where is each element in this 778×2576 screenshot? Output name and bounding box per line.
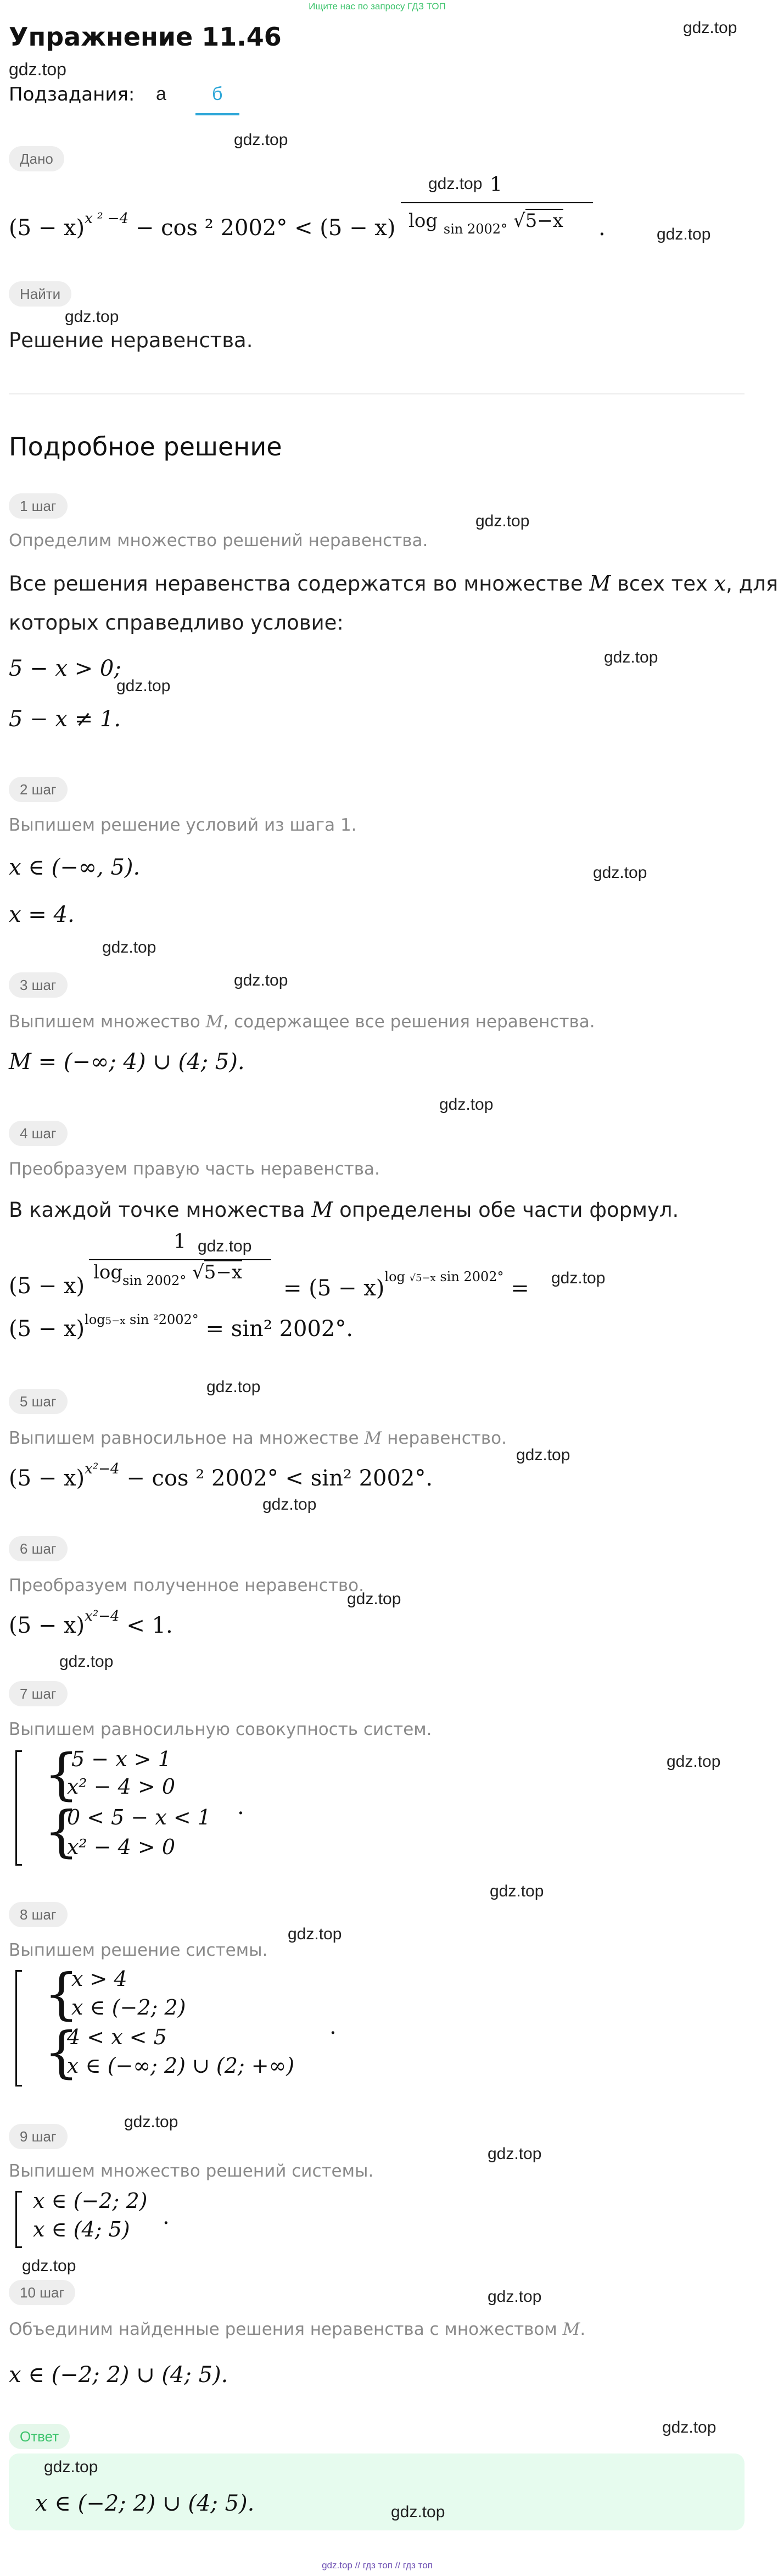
step-3-pill: 3 шаг: [9, 972, 68, 998]
given-pill: Дано: [9, 146, 64, 171]
step-7-row-2: x² − 4 > 0: [67, 1774, 176, 1799]
step-7-row-4: x² − 4 > 0: [67, 1835, 176, 1859]
top-banner[interactable]: Ищите нас по запросу ГДЗ ТОП: [309, 1, 446, 12]
watermark: gdz.top: [439, 1095, 494, 1114]
watermark: gdz.top: [667, 1752, 721, 1771]
step-8-end: .: [329, 2014, 337, 2039]
watermark: gdz.top: [124, 2113, 178, 2131]
given-end: .: [598, 215, 606, 241]
step-1-desc: Определим множество решений неравенства.: [9, 531, 428, 550]
watermark: gdz.top: [234, 971, 288, 989]
step-7-brace-1: {: [44, 1742, 79, 1806]
watermark: gdz.top: [551, 1269, 606, 1287]
watermark: gdz.top: [683, 19, 737, 37]
watermark: gdz.top: [44, 2458, 98, 2476]
step-7-brace-2: {: [44, 1799, 79, 1863]
step-7-row-1: 5 − x > 1: [71, 1747, 171, 1771]
step-7-end: .: [237, 1794, 244, 1820]
step-4-line-1: (5 − x): [9, 1273, 85, 1299]
watermark: gdz.top: [102, 938, 156, 956]
step-9-bracket: [15, 2191, 22, 2248]
step-6-pill: 6 шаг: [9, 1536, 68, 1561]
step-6-desc: Преобразуем полученное неравенство.: [9, 1576, 364, 1595]
step-4-frac-den: $\log_{sin 2002^\circ} √5-x$: [93, 1261, 243, 1288]
step-10-pill: 10 шаг: [9, 2280, 75, 2305]
step-4-text: В каждой точке множества M определены обе части формул.: [9, 1198, 679, 1222]
site-name[interactable]: gdz.top: [9, 59, 66, 79]
watermark: gdz.top: [488, 2288, 542, 2306]
find-pill: Найти: [9, 281, 71, 307]
step-4-desc: Преобразуем правую часть неравенства.: [9, 1159, 380, 1179]
watermark: gdz.top: [59, 1653, 114, 1671]
step-5-desc: Выпишем равносильное на множестве M неравенство.: [9, 1428, 507, 1448]
step-8-desc: Выпишем решение системы.: [9, 1940, 268, 1960]
watermark: gdz.top: [206, 1378, 261, 1396]
step-9-row-2: x ∈ (4; 5): [33, 2217, 130, 2241]
step-2-formula-1: x ∈ (−∞, 5).: [9, 855, 141, 880]
step-8-row-4: x ∈ (−∞; 2) ∪ (2; +∞): [67, 2054, 295, 2078]
watermark: gdz.top: [428, 175, 483, 193]
step-10-formula: x ∈ (−2; 2) ∪ (4; 5).: [9, 2362, 228, 2388]
tab-b-underline: [195, 113, 239, 115]
step-8-row-3: 4 < x < 5: [67, 2025, 167, 2049]
step-4-line-2: $(5 - x)^{log5-x sin ^22002^\circ} = \sin^2$ 2002°.: [9, 1312, 354, 1342]
step-9-end: .: [163, 2204, 170, 2229]
watermark: gdz.top: [488, 2145, 542, 2163]
step-1-pill: 1 шаг: [9, 493, 68, 519]
watermark: gdz.top: [262, 1495, 317, 1514]
step-3-desc: Выпишем множество M, содержащее все решения неравенства.: [9, 1012, 595, 1032]
step-2-desc: Выпишем решение условий из шага 1.: [9, 815, 357, 835]
watermark: gdz.top: [516, 1446, 570, 1464]
watermark: gdz.top: [662, 2418, 717, 2436]
step-8-pill: 8 шаг: [9, 1902, 68, 1927]
step-4-exp-bar: [89, 1259, 271, 1260]
answer-value: x ∈ (−2; 2) ∪ (4; 5).: [35, 2491, 255, 2516]
footer-links[interactable]: gdz.top // гдз топ // гдз топ: [322, 2560, 433, 2571]
step-2-formula-2: x = 4.: [9, 902, 75, 927]
watermark: gdz.top: [657, 225, 711, 243]
step-8-bracket: [15, 1970, 22, 2087]
step-4-line-1-rest: = $(5 - x)^{log √5-x sin 2002^\circ}$ =: [283, 1269, 529, 1301]
watermark: gdz.top: [593, 864, 647, 882]
step-2-pill: 2 шаг: [9, 777, 68, 802]
given-frac-num: 1: [490, 174, 502, 196]
watermark: gdz.top: [391, 2503, 445, 2521]
step-8-row-1: x > 4: [71, 1967, 127, 1991]
step-9-pill: 9 шаг: [9, 2124, 68, 2149]
step-1-text: Все решения неравенства содержатся во множестве M всех тех x, для: [9, 571, 778, 596]
given-formula: $(5 - x)^{x ^2 -4} - \cos ^2$ 2002° < (5 − x): [9, 210, 396, 241]
step-3-formula: M = (−∞; 4) ∪ (4; 5).: [9, 1049, 245, 1075]
step-6-formula: $(5 - x)^{x^2-4} < 1$.: [9, 1608, 173, 1638]
watermark: gdz.top: [116, 677, 171, 695]
step-9-desc: Выпишем множество решений системы.: [9, 2161, 374, 2181]
step-4-pill: 4 шаг: [9, 1121, 68, 1146]
watermark: gdz.top: [22, 2257, 76, 2275]
subtasks-label: Подзадания:: [9, 84, 135, 105]
watermark: gdz.top: [347, 1590, 401, 1608]
divider: [9, 393, 745, 394]
step-7-row-3: 0 < 5 − x < 1: [67, 1805, 211, 1829]
step-1-formula-2: 5 − x ≠ 1.: [9, 706, 121, 732]
step-4-frac-num: 1: [173, 1231, 186, 1253]
tab-a[interactable]: а: [156, 84, 166, 104]
step-7-desc: Выпишем равносильную совокупность систем.: [9, 1720, 432, 1739]
page-title: Упражнение 11.46: [9, 22, 282, 52]
step-7-pill: 7 шаг: [9, 1681, 68, 1706]
find-text: Решение неравенства.: [9, 329, 253, 352]
tab-b[interactable]: б: [212, 84, 223, 104]
watermark: gdz.top: [288, 1925, 342, 1943]
step-10-desc: Объединим найденные решения неравенства с множеством M.: [9, 2319, 586, 2339]
watermark: gdz.top: [198, 1237, 252, 1255]
step-8-brace-1: {: [44, 1962, 79, 2026]
step-5-pill: 5 шаг: [9, 1389, 68, 1414]
solution-title: Подробное решение: [9, 432, 282, 461]
given-exp-bar: [401, 202, 593, 203]
step-7-bracket: [15, 1750, 22, 1866]
step-8-row-2: x ∈ (−2; 2): [71, 1995, 186, 2019]
step-1-formula-1: 5 − x > 0;: [9, 656, 121, 681]
given-frac-den: log $_{sin 2002^\circ}$ √5−x: [408, 210, 563, 237]
answer-pill: Ответ: [9, 2424, 70, 2449]
watermark: gdz.top: [475, 512, 530, 530]
step-1-text-2: которых справедливо условие:: [9, 611, 344, 635]
watermark: gdz.top: [604, 648, 658, 666]
step-5-formula: $(5 - x)^{x^2-4} - \cos ^2$ 2002° < sin² 2002°.: [9, 1461, 433, 1491]
watermark: gdz.top: [234, 131, 288, 149]
watermark: gdz.top: [490, 1882, 544, 1900]
step-8-brace-2: {: [44, 2020, 79, 2084]
watermark: gdz.top: [65, 308, 119, 326]
step-9-row-1: x ∈ (−2; 2): [33, 2189, 148, 2213]
